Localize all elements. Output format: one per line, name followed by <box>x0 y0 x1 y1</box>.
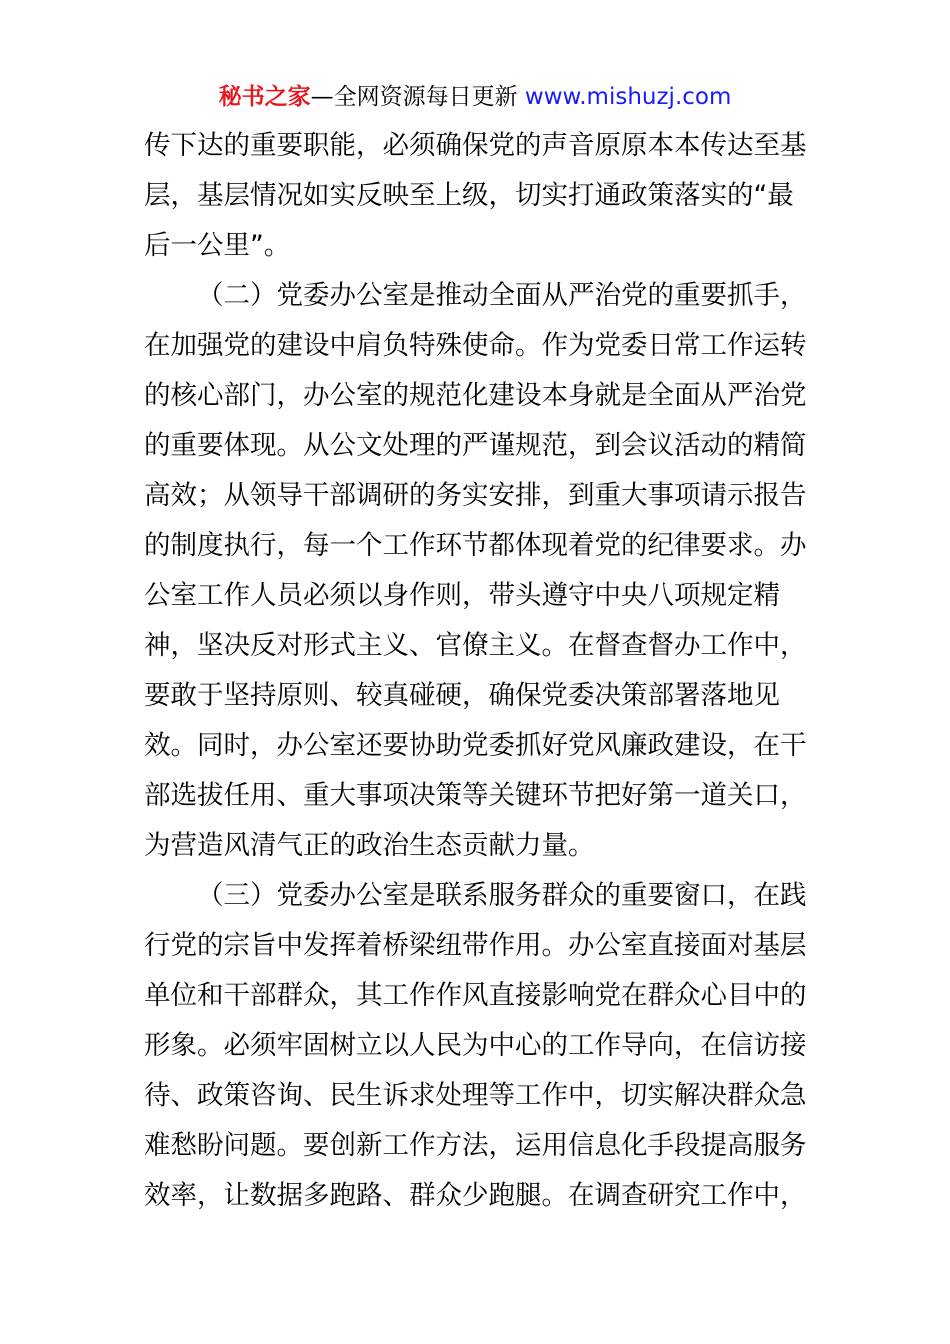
page-header <box>0 80 950 114</box>
text-line: 为营造风清气正的政治生态贡献力量。 <box>144 830 595 861</box>
text-line: 高效；从领导干部调研的务实安排，到重大事项请示报告 <box>144 480 807 511</box>
text-line: 在加强党的建设中肩负特殊使命。作为党委日常工作运转 <box>144 330 807 361</box>
document-body <box>144 121 808 1221</box>
text-line: 要敢于坚持原则、较真碰硬，确保党委决策部署落地见 <box>144 680 780 711</box>
header-url-link[interactable]: www.mishuzj.com <box>524 84 732 110</box>
header-tagline: —全网资源每日更新 <box>310 84 525 110</box>
text-line: 的重要体现。从公文处理的严谨规范，到会议活动的精简 <box>144 430 807 461</box>
text-line: 形象。必须牢固树立以人民为中心的工作导向，在信访接 <box>144 1030 807 1061</box>
text-line: 效。同时，办公室还要协助党委抓好党风廉政建设，在干 <box>144 730 807 761</box>
text-line: 部选拔任用、重大事项决策等关键环节把好第一道关口， <box>144 780 807 811</box>
text-line: 单位和干部群众，其工作作风直接影响党在群众心目中的 <box>144 980 807 1011</box>
text-line: 待、政策咨询、民生诉求处理等工作中，切实解决群众急 <box>144 1080 807 1111</box>
text-line: 神，坚决反对形式主义、官僚主义。在督查督办工作中， <box>144 630 807 661</box>
header-brand: 秘书之家 <box>218 84 311 110</box>
text-line: 的制度执行，每一个工作环节都体现着党的纪律要求。办 <box>144 530 807 561</box>
text-line: 传下达的重要职能，必须确保党的声音原原本本传达至基 <box>144 130 807 161</box>
paragraph-start-line: （三）党委办公室是联系服务群众的重要窗口，在践 <box>197 880 807 911</box>
text-line: 的核心部门，办公室的规范化建设本身就是全面从严治党 <box>144 380 807 411</box>
text-line: 后一公里”。 <box>144 230 291 261</box>
paragraph-start-line: （二）党委办公室是推动全面从严治党的重要抓手， <box>197 280 807 311</box>
text-line: 难愁盼问题。要创新工作方法，运用信息化手段提高服务 <box>144 1130 807 1161</box>
text-line: 层，基层情况如实反映至上级，切实打通政策落实的“最 <box>144 180 794 211</box>
text-line: 行党的宗旨中发挥着桥梁纽带作用。办公室直接面对基层 <box>144 930 807 961</box>
text-line: 效率，让数据多跑路、群众少跑腿。在调查研究工作中， <box>144 1180 807 1211</box>
text-line: 公室工作人员必须以身作则，带头遵守中央八项规定精 <box>144 580 780 611</box>
